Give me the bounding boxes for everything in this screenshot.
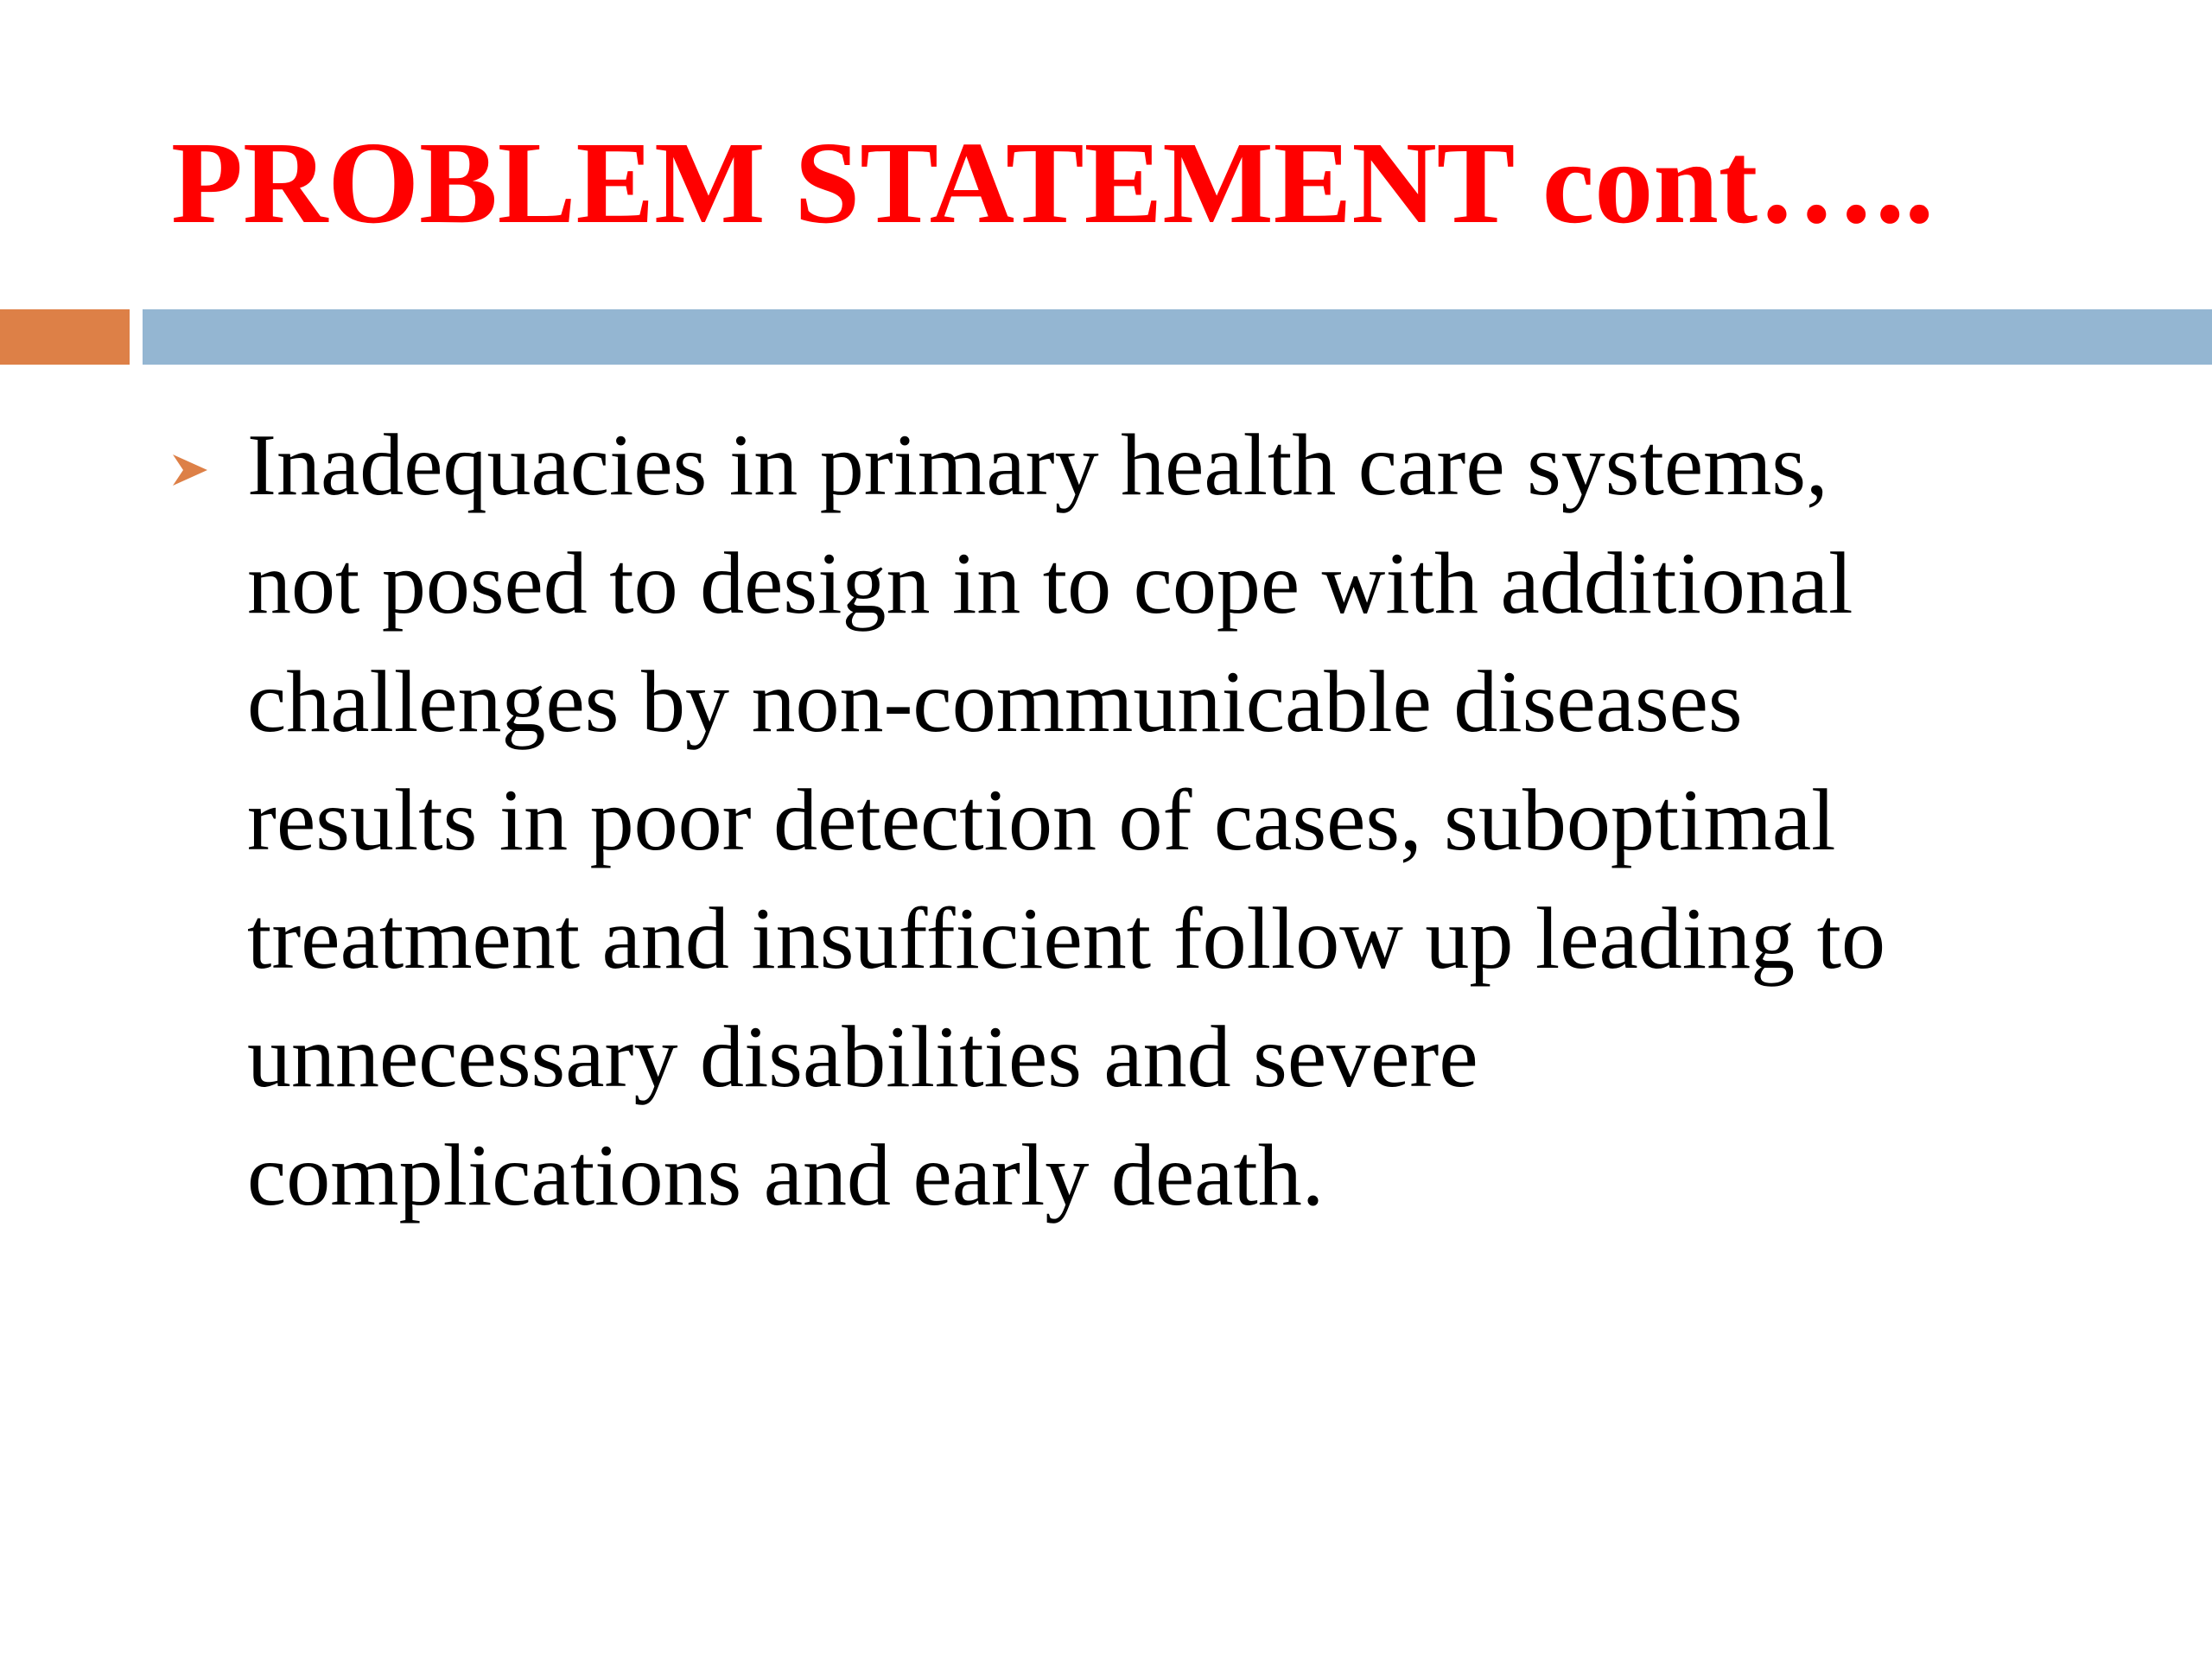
bullet-list [171, 406, 2124, 1235]
bullet-text-line: unnecessary disabilities and severe [247, 1008, 1478, 1106]
bullet-text-line: complications and early death. [247, 1127, 1325, 1224]
bullet-text-line: challenges by non-communicable diseases [247, 653, 1743, 751]
bullet-text-line: treatment and insufficient follow up leading to [247, 890, 1885, 988]
bullet-text-line: Inadequacies in primary health care systems, [247, 416, 1828, 514]
bullet-item [171, 406, 2124, 1235]
bullet-text-line: results in poor detection of cases, suboptimal [247, 772, 1836, 869]
slide-title: PROBLEM STATEMENT cont….. [171, 118, 1935, 248]
bullet-text-line: not posed to design in to cope with additional [247, 535, 1853, 632]
arrowhead-bullet-icon [171, 451, 209, 489]
header-accent-bar [0, 309, 130, 365]
header-divider-bar [143, 309, 2212, 365]
